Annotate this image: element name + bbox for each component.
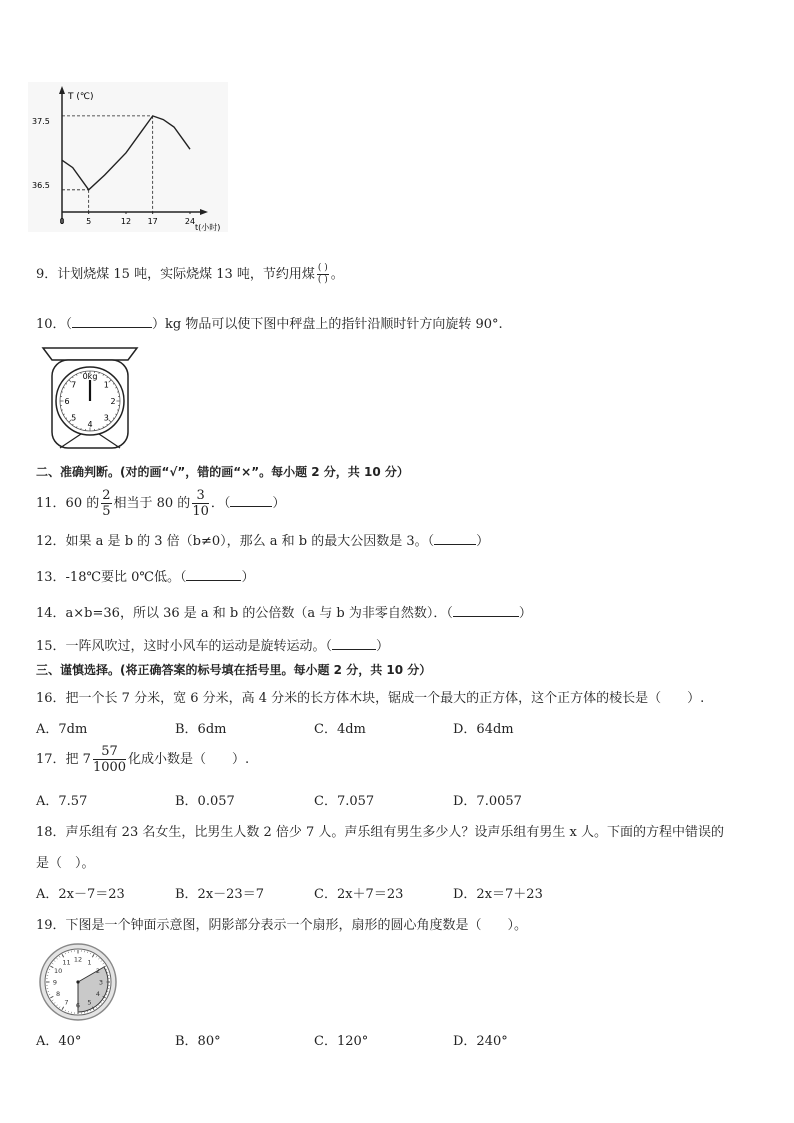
q17-option-d[interactable]: D．7.0057	[453, 794, 522, 809]
clock-number: 4	[95, 990, 100, 998]
q18-option-c[interactable]: C．2x＋7＝23	[314, 887, 404, 902]
section-3-title: 三、谨慎选择。(将正确答案的标号填在括号里。每小题 2 分，共 10 分）	[36, 663, 432, 677]
y-tick-high: 37.5	[32, 117, 50, 126]
question-15: 15．一阵风吹过，这时小风车的运动是旋转运动。（ ）	[36, 639, 390, 654]
clock-number: 8	[56, 990, 61, 998]
clock-number: 9	[52, 978, 58, 987]
y-axis-label: T (℃)	[68, 92, 94, 102]
question-19: 19．下图是一个钟面示意图，阴影部分表示一个扇形，扇形的圆心角度数是（ ）。	[36, 918, 528, 933]
clock-number: 12	[73, 955, 83, 964]
q18-option-b[interactable]: B．2x－23＝7	[175, 887, 264, 902]
question-17: 17．把 7 $\frac{57}{1000}$ 化成小数是（ ）.	[36, 744, 250, 775]
dial-number: 1	[103, 380, 109, 390]
x-tick-label: 5	[86, 217, 92, 226]
section-2-title: 二、准确判断。(对的画“√”，错的画“×”。每小题 2 分，共 10 分）	[36, 465, 409, 479]
scale-pan	[43, 348, 137, 360]
dial-tick	[99, 373, 100, 374]
q18-option-d[interactable]: D．2x＝7＋23	[453, 887, 543, 902]
q16-option-c[interactable]: C．4dm	[314, 722, 366, 737]
q11-answer-blank[interactable]	[230, 494, 272, 507]
dial-zero-label: 0kg	[82, 372, 98, 381]
q19-option-c[interactable]: C．120°	[314, 1034, 369, 1049]
question-9: 9．计划烧煤 15 吨，实际烧煤 13 吨，节约用煤 $\frac{( )}{( )}$ 。	[36, 263, 344, 285]
y-tick-low: 36.5	[32, 181, 50, 190]
dial-number: 4	[87, 420, 93, 429]
x-tick-label: 0	[59, 217, 65, 226]
temperature-graph	[28, 82, 228, 232]
q16-option-b[interactable]: B．6dm	[175, 722, 227, 737]
q18-option-a[interactable]: A．2x－7＝23	[36, 887, 125, 902]
dial-tick	[117, 392, 118, 393]
clock-number: 10	[53, 967, 63, 975]
question-10: 10．（ ）kg 物品可以使下图中秤盘上的指针沿顺时针方向旋转 90°.	[36, 317, 503, 332]
dial-tick	[81, 373, 82, 374]
question-13: 13．-18℃要比 0℃低。（ ）	[36, 570, 255, 585]
question-18-line-2: 是（ ）。	[36, 856, 95, 871]
dial-number: 2	[110, 397, 116, 406]
question-11: 11．60 的 $\frac{2}{5}$ 相当于 80 的 $\frac{3}{10}$ ．（ ）	[36, 488, 286, 519]
clock-number: 7	[64, 998, 69, 1007]
dial-number: 6	[64, 397, 70, 406]
q9-text: 9．计划烧煤 15 吨，实际烧煤 13 吨，节约用煤	[36, 267, 315, 282]
question-12: 12．如果 a 是 b 的 3 倍（b≠0），那么 a 和 b 的最大公因数是 3。（ ）	[36, 534, 490, 549]
dial-number: 3	[103, 413, 109, 423]
q10-answer-blank[interactable]	[72, 315, 152, 328]
clock-number: 6	[75, 1001, 81, 1010]
q16-option-d[interactable]: D．64dm	[453, 722, 514, 737]
dial-tick	[62, 392, 63, 393]
q11-fraction-3-10: $\frac{3}{10}$	[192, 488, 209, 519]
q14-answer-blank[interactable]	[453, 604, 519, 617]
question-16: 16．把一个长 7 分米，宽 6 分米，高 4 分米的长方体木块，锯成一个最大的正方体，这个正方体的棱长是（ ）.	[36, 691, 705, 706]
dial-number: 5	[71, 413, 77, 423]
dial-tick	[81, 428, 82, 429]
x-tick-label: 12	[120, 217, 132, 226]
clock-number: 3	[98, 978, 104, 987]
q15-answer-blank[interactable]	[332, 637, 376, 650]
q17-option-b[interactable]: B．0.057	[175, 794, 235, 809]
x-axis-label: t(小时)	[195, 223, 221, 232]
q16-option-a[interactable]: A．7dm	[36, 722, 88, 737]
q19-option-b[interactable]: B．80°	[175, 1034, 221, 1049]
clock-number: 2	[95, 967, 100, 975]
clock-number: 11	[62, 958, 71, 967]
dial-tick	[99, 428, 100, 429]
q17-option-a[interactable]: A．7.57	[36, 794, 88, 809]
q12-answer-blank[interactable]	[434, 532, 476, 545]
dial-number: 7	[71, 380, 77, 390]
question-18-line-1: 18．声乐组有 23 名女生，比男生人数 2 倍少 7 人。声乐组有男生多少人？设声乐组有男生 x 人。下面的方程中错误的	[36, 825, 725, 840]
clock-figure	[38, 942, 118, 1022]
clock-number: 5	[87, 998, 92, 1007]
q19-option-a[interactable]: A．40°	[36, 1034, 82, 1049]
q9-fraction: $\frac{( )}{( )}$	[317, 263, 328, 285]
clock-center	[76, 980, 79, 983]
dial-tick	[62, 410, 63, 411]
dial-tick	[117, 410, 118, 411]
q17-fraction: $\frac{57}{1000}$	[92, 744, 127, 775]
x-tick-label: 24	[184, 217, 196, 226]
q11-fraction-2-5: $\frac{2}{5}$	[102, 488, 111, 519]
q19-option-d[interactable]: D．240°	[453, 1034, 508, 1049]
q17-option-c[interactable]: C．7.057	[314, 794, 375, 809]
question-14: 14．a×b=36，所以 36 是 a 和 b 的公倍数（a 与 b 为非零自然数）．（ ）	[36, 606, 532, 621]
q13-answer-blank[interactable]	[186, 568, 241, 581]
x-tick-label: 17	[147, 217, 158, 226]
kitchen-scale-figure	[40, 344, 140, 454]
clock-number: 1	[87, 958, 92, 967]
